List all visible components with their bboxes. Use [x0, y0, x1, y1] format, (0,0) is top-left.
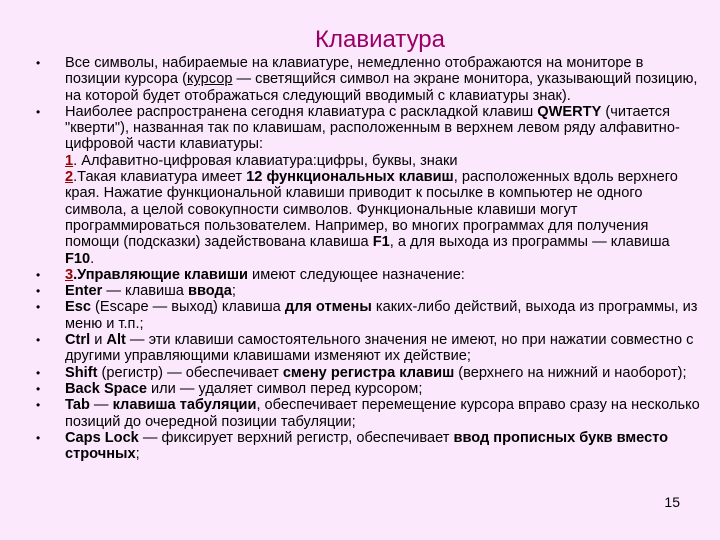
item-text: (читается "кверти"), названная так по клавишам, расположенным в верхнем левом ряду алфавитно-цифровой части клавиатуры:	[65, 103, 680, 153]
item-text: Наиболее распространена сегодня клавиатура с раскладкой клавиш	[65, 103, 538, 120]
list-item	[0, 104, 720, 267]
item-term: ввода	[187, 283, 232, 300]
item-term: F1	[372, 234, 390, 251]
item-text: или — удаляет символ перед курсором;	[146, 380, 423, 397]
item-text: ;	[135, 446, 140, 463]
list-item	[0, 397, 720, 430]
item-text: — фиксирует верхний регистр, обеспечивает	[138, 429, 454, 446]
item-term: клавиша табуляции	[112, 397, 257, 414]
item-term: Esc	[65, 299, 91, 316]
bullet-icon: •	[36, 284, 41, 299]
list-item	[0, 55, 720, 104]
bullet-icon: •	[36, 104, 41, 119]
item-term: для отмены	[284, 299, 372, 316]
item-term: Caps Lock	[65, 429, 139, 446]
item-term: F10	[65, 250, 91, 267]
item-text: имеют следующее назначение:	[247, 266, 465, 283]
bullet-icon: •	[36, 365, 41, 380]
bullet-icon: •	[36, 381, 41, 396]
list-item	[0, 267, 720, 283]
item-text: (верхнего на нижний и наоборот);	[454, 364, 687, 381]
bullet-icon: •	[36, 56, 41, 70]
item-text: . Алфавитно-цифровая клавиатура:цифры, буквы, знаки	[73, 152, 458, 169]
list-item	[0, 430, 720, 463]
slide-title: Клавиатура	[315, 26, 445, 53]
item-term: Tab	[65, 397, 90, 414]
list-item	[0, 283, 720, 299]
bullet-list	[0, 55, 720, 462]
item-term: Alt	[106, 332, 126, 349]
item-number: 1	[65, 152, 74, 169]
bullet-icon: •	[36, 267, 41, 282]
item-number: 3	[65, 266, 74, 283]
page-number: 15	[664, 494, 680, 510]
item-term: 12 функциональных клавиш	[246, 169, 454, 186]
item-text: — клавиша	[102, 283, 188, 300]
list-item	[0, 299, 720, 332]
item-text: (Escape — выход) клавиша	[90, 299, 285, 316]
list-item	[0, 332, 720, 365]
item-text: .Такая клавиатура имеет	[73, 169, 247, 186]
item-text: ;	[231, 283, 236, 300]
item-term: Shift	[65, 364, 98, 381]
bullet-icon: •	[36, 300, 41, 315]
bullet-icon: •	[36, 333, 41, 348]
item-term: смену регистра клавиш	[282, 364, 455, 381]
bullet-icon: •	[36, 398, 41, 413]
item-number: 2	[65, 169, 74, 186]
item-text: — эти клавиши самостоятельного значения не имеют, но при нажатии совместно с другими управляющими клавишами изменяют их действие;	[65, 332, 694, 365]
item-text: , а для выхода из программы — клавиша	[389, 234, 670, 251]
bullet-icon: •	[36, 430, 41, 445]
item-term: ввод прописных букв вместо строчных	[65, 429, 669, 463]
item-term: Back Space	[65, 380, 147, 397]
item-term: .Управляющие клавиши	[73, 266, 248, 283]
item-term: QWERTY	[537, 103, 602, 120]
item-text: , расположенных вдоль верхнего края. Нажатие функциональной клавиши приводит к посылке в компьютер не одного символа, а целой совокупности символов. Функциональные клавиши могут программироваться пользователем. Например, во многих программах для получения помощи (подсказки) задействована клавиша	[65, 169, 678, 251]
item-term: курсор	[186, 71, 233, 88]
item-text: и	[90, 332, 107, 349]
item-text: —	[89, 397, 113, 414]
item-text: , обеспечивает перемещение курсора вправо сразу на несколько позиций до очередной позиции табуляции;	[65, 397, 700, 430]
item-term: Enter	[65, 283, 103, 300]
item-text: (регистр) — обеспечивает	[97, 364, 283, 381]
list-item	[0, 365, 720, 381]
item-text: .	[90, 250, 95, 267]
item-text: каких-либо действий, выхода из программы, из меню и т.п.;	[65, 299, 698, 332]
item-term: Ctrl	[65, 332, 91, 349]
item-text: — светящийся символ на экране монитора, указывающий позицию, на которой будет отображаться следующий вводимый с клавиатуры знак).	[65, 71, 698, 104]
item-text: Все символы, набираемые на клавиатуре, немедленно отображаются на мониторе в позиции курсора (	[65, 55, 644, 88]
list-item	[0, 381, 720, 397]
